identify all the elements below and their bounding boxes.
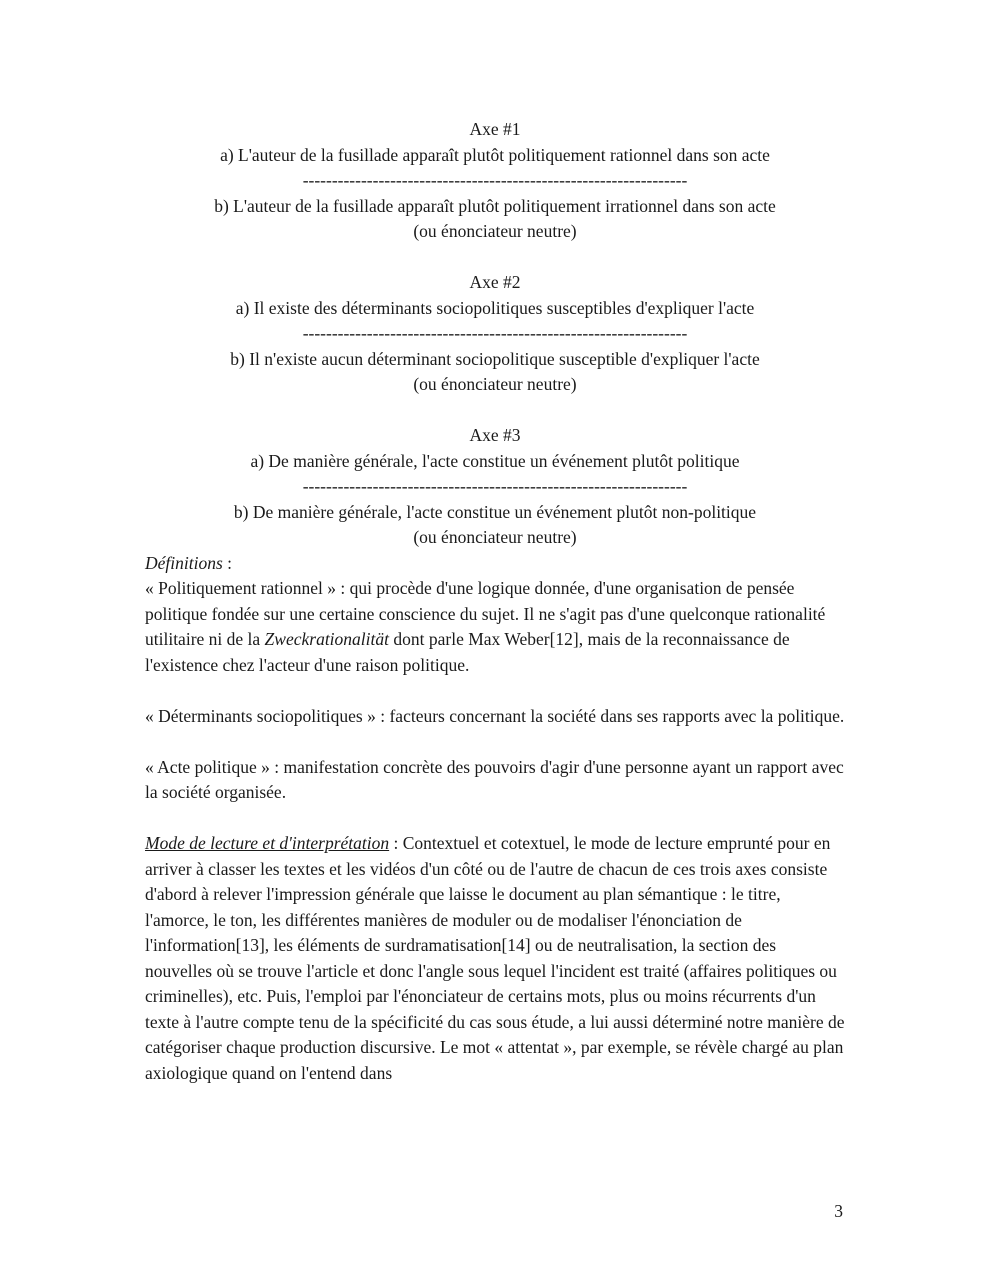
definition-text: dont parle Max Weber[12], mais de la reconnaissance de l'existence chez l'acteur d'une raison politique. [145,629,790,675]
reading-mode-heading: Mode de lecture et d'interprétation [145,833,390,853]
axis-title: Axe #3 [469,425,521,445]
axis-block-2 [145,270,845,398]
axis-neutral-note: (ou énonciateur neutre) [413,527,577,547]
axis-separator: ------------------------------------------------------------------ [302,476,688,496]
axis-block-1 [145,117,845,245]
axis-neutral-note: (ou énonciateur neutre) [413,221,577,241]
definition-political-rationality [145,576,845,678]
axis-separator: ------------------------------------------------------------------ [302,323,688,343]
axis-option-a: a) De manière générale, l'acte constitue un événement plutôt politique [250,450,740,471]
page-number: 3 [834,1201,843,1221]
definitions-heading-line [145,551,845,577]
axis-option-b: b) De manière générale, l'acte constitue un événement plutôt non-politique [233,501,757,522]
definition-political-act: « Acte politique » : manifestation concrète des pouvoirs d'agir d'une personne ayant un rapport avec la société organisée. [145,756,844,802]
axis-title: Axe #1 [469,119,521,139]
definitions-heading: Définitions [145,552,223,573]
document-page [145,117,845,1086]
definition-sociopolitical-determinants: « Déterminants sociopolitiques » : facteurs concernant la société dans ses rapports avec la politique. [145,705,845,726]
axis-block-3 [145,423,845,551]
axis-option-b: b) L'auteur de la fusillade apparaît plutôt politiquement irrationnel dans son acte [214,195,776,216]
axis-option-b: b) Il n'existe aucun déterminant sociopolitique susceptible d'expliquer l'acte [230,348,760,369]
reading-mode-text: : Contextuel et cotextuel, le mode de lecture emprunté pour en arriver à classer les textes et les vidéos d'un côté ou de l'autre de chacun de ces trois axes consiste d'abord à relever l'impression générale que laisse le document au plan sémantique : le titre, l'amorce, le ton, les différentes manières de moduler ou de modaliser l'énonciation de l'information[13], les éléments de surdramatisation[14] ou de neutralisation, la section des nouvelles où se trouve l'article et donc l'angle sous lequel l'incident est traité (affaires politiques ou criminelles), etc. Puis, l'emploi par l'énonciateur de certains mots, plus ou moins récurrents d'un texte à l'autre compte tenu de la spécificité du cas sous étude, a lui aussi déterminé notre manière de catégoriser chaque production discursive. Le mot « attentat », par exemple, se révèle chargé au plan axiologique quand on l'entend dans [145,833,845,1083]
definition-text: « Politiquement rationnel » : qui procède d'une logique donnée, d'une organisation de pensée politique fondée sur une certaine conscience du sujet. Il ne s'agit pas d'une quelconque rationalité utilitaire ni de la [145,578,826,649]
reading-mode-paragraph [145,831,845,1086]
axis-option-a: a) L'auteur de la fusillade apparaît plutôt politiquement rationnel dans son acte [220,144,770,165]
axis-option-a: a) Il existe des déterminants sociopolitiques susceptibles d'expliquer l'acte [235,297,755,318]
axis-title: Axe #2 [469,272,521,292]
definition-italic-term: Zweckrationalität [264,629,389,649]
axis-separator: ------------------------------------------------------------------ [302,170,688,190]
definitions-heading-suffix: : [222,552,233,573]
axis-neutral-note: (ou énonciateur neutre) [413,374,577,394]
